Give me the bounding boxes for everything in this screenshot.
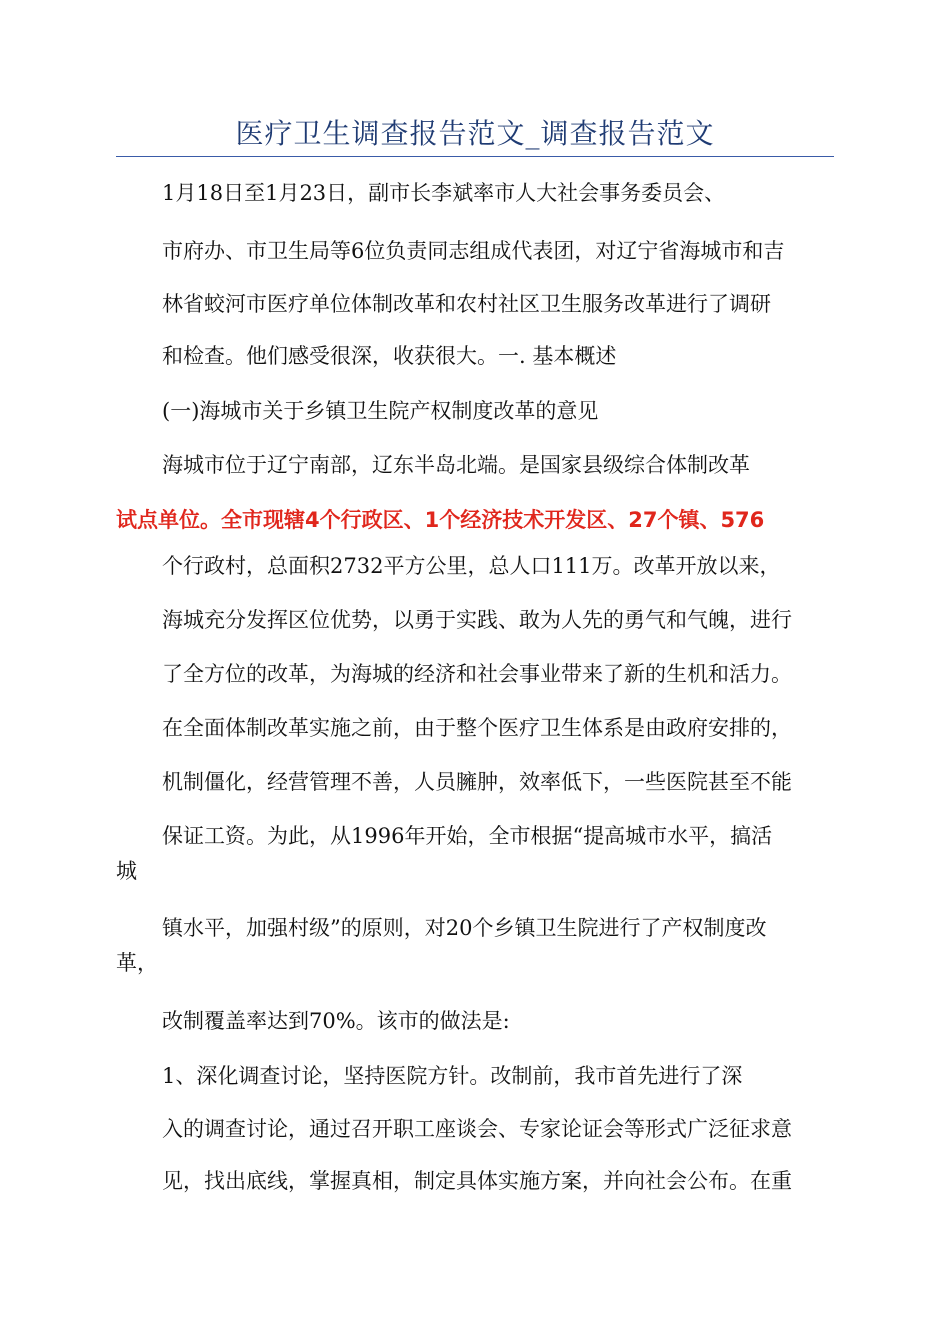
paragraph-line: 了全方位的改革，为海城的经济和社会事业带来了新的生机和活力。 xyxy=(162,662,792,686)
paragraph-line: 镇水平，加强村级”的原则，对20个乡镇卫生院进行了产权制度改 xyxy=(162,916,767,940)
paragraph-line: 改制覆盖率达到70%。该市的做法是: xyxy=(162,1009,510,1033)
paragraph-line: 1、深化调查讨论，坚持医院方针。改制前，我市首先进行了深 xyxy=(162,1064,743,1088)
highlighted-line: 试点单位。全市现辖4个行政区、1个经济技术开发区、27个镇、576 xyxy=(116,508,765,532)
paragraph-line: 保证工资。为此，从1996年开始，全市根据“提高城市水平，搞活 xyxy=(162,824,773,848)
paragraph-line: 城 xyxy=(116,859,137,883)
section-heading: (一)海城市关于乡镇卫生院产权制度改革的意见 xyxy=(162,399,599,423)
paragraph-line: 机制僵化，经营管理不善，人员臃肿，效率低下，一些医院甚至不能 xyxy=(162,770,792,794)
paragraph-line: 林省蛟河市医疗单位体制改革和农村社区卫生服务改革进行了调研 xyxy=(162,292,771,316)
paragraph-line: 革， xyxy=(116,951,158,975)
document-title: 医疗卫生调查报告范文_调查报告范文 xyxy=(235,117,715,150)
paragraph-line: 海城市位于辽宁南部，辽东半岛北端。是国家县级综合体制改革 xyxy=(162,453,750,477)
title-underline xyxy=(116,156,834,157)
paragraph-line: 市府办、市卫生局等6位负责同志组成代表团，对辽宁省海城市和吉 xyxy=(162,239,785,263)
paragraph-line: 在全面体制改革实施之前，由于整个医疗卫生体系是由政府安排的， xyxy=(162,716,792,740)
paragraph-line: 和检查。他们感受很深，收获很大。一. 基本概述 xyxy=(162,344,617,368)
paragraph-line: 1月18日至1月23日，副市长李斌率市人大社会事务委员会、 xyxy=(162,181,726,205)
paragraph-line: 入的调查讨论，通过召开职工座谈会、专家论证会等形式广泛征求意 xyxy=(162,1117,792,1141)
paragraph-line: 见，找出底线，掌握真相，制定具体实施方案，并向社会公布。在重 xyxy=(162,1169,792,1193)
paragraph-line: 海城充分发挥区位优势，以勇于实践、敢为人先的勇气和气魄，进行 xyxy=(162,608,792,632)
paragraph-line: 个行政村，总面积2732平方公里，总人口111万。改革开放以来， xyxy=(162,554,781,578)
